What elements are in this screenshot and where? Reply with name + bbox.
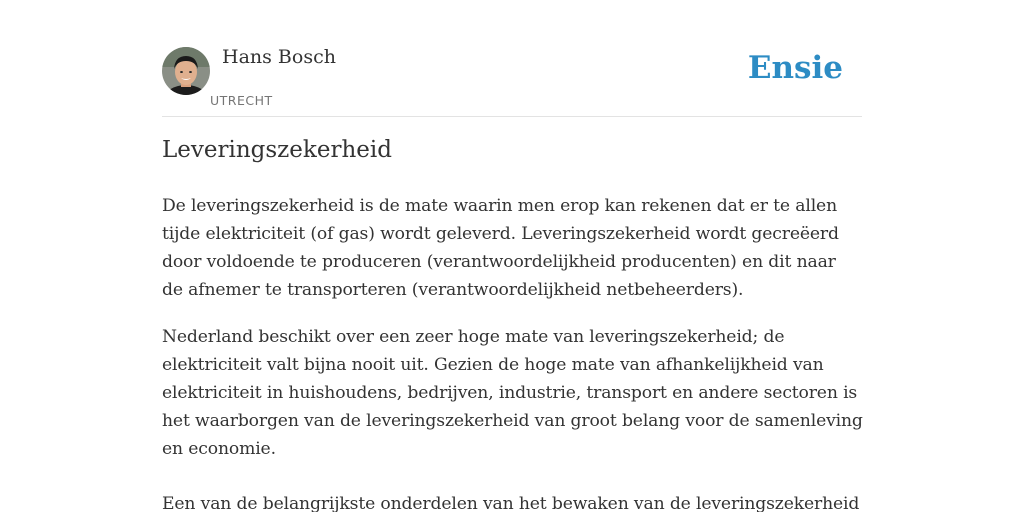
author-location: UTRECHT (210, 93, 273, 108)
paragraph-line: en economie. (162, 439, 276, 459)
page-container (162, 0, 863, 512)
paragraph-line: Een van de belangrijkste onderdelen van het bewaken van de leveringszekerheid (162, 494, 860, 512)
paragraph-line: de afnemer te transporteren (verantwoordelijkheid netbeheerders). (162, 280, 744, 300)
author-name[interactable]: Hans Bosch (222, 46, 336, 68)
article-title: Leveringszekerheid (162, 137, 392, 163)
paragraph-line: elektriciteit in huishoudens, bedrijven, industrie, transport en andere sectoren is (162, 383, 858, 403)
author-avatar[interactable] (162, 47, 210, 95)
author-header (162, 0, 862, 117)
paragraph-line: door voldoende te produceren (verantwoordelijkheid producenten) en dit naar (162, 252, 836, 272)
ensie-logo[interactable]: Ensie (747, 50, 843, 86)
paragraph-line: Nederland beschikt over een zeer hoge mate van leveringszekerheid; de (162, 327, 785, 347)
article-paragraph-2 (162, 323, 862, 463)
paragraph-line: elektriciteit valt bijna nooit uit. Gezien de hoge mate van afhankelijkheid van (162, 355, 824, 375)
paragraph-line: De leveringszekerheid is de mate waarin men erop kan rekenen dat er te allen (162, 196, 838, 216)
article-paragraph-3 (162, 490, 862, 512)
article-paragraph-1 (162, 192, 862, 304)
paragraph-line: het waarborgen van de leveringszekerheid van groot belang voor de samenleving (162, 411, 863, 431)
avatar-image (162, 47, 210, 95)
paragraph-line: tijde elektriciteit (of gas) wordt geleverd. Leveringszekerheid wordt gecreëerd (162, 224, 839, 244)
